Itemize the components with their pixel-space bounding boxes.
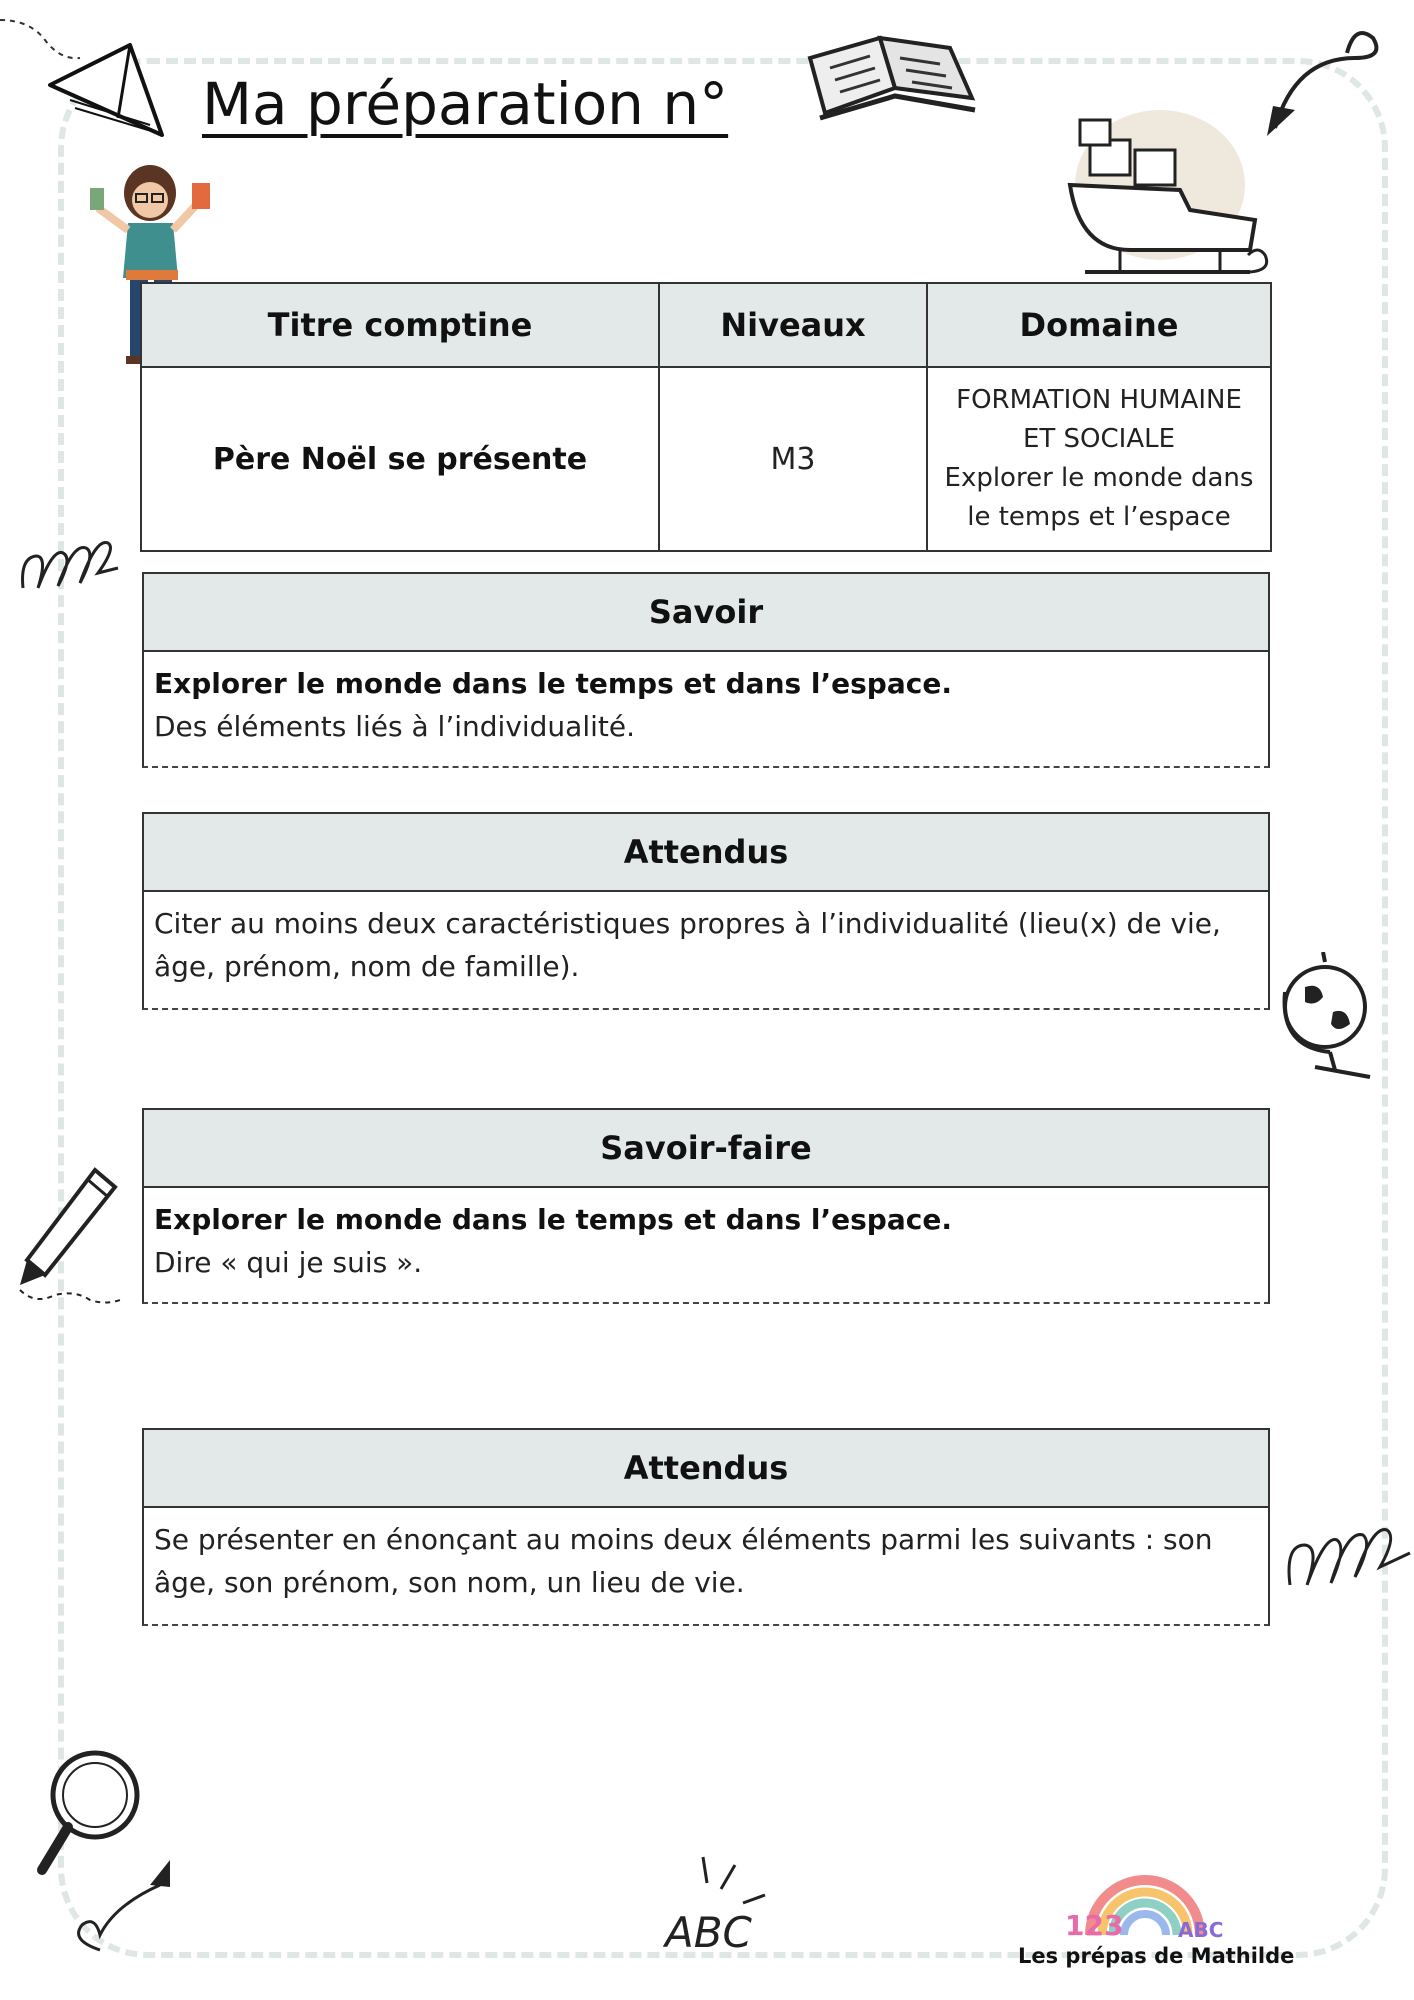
section-text: Dire « qui je suis ». [154,1246,423,1279]
section-body [142,652,1270,768]
domaine-line-1: FORMATION HUMAINE [956,385,1242,415]
section-bold-text: Explorer le monde dans le temps et dans l’espace. [154,667,952,700]
loop-scribble-icon [18,518,123,598]
loop-scribble-icon [1285,1505,1413,1595]
open-book-icon [800,18,985,128]
section-savoir-faire [142,1108,1270,1304]
domaine-line-4: le temps et l’espace [967,502,1231,532]
section-heading: Savoir-faire [142,1108,1270,1188]
section-body [142,1508,1270,1626]
logo-123: 123 [1065,1909,1124,1942]
section-attendus-1 [142,812,1270,1010]
abc-text: ABC [665,1908,752,1957]
abc-doodle [655,1855,775,1965]
header-titre: Titre comptine [141,283,659,367]
section-bold-text: Explorer le monde dans le temps et dans l’espace. [154,1203,952,1236]
brand-name: Les prépas de Mathilde [1018,1944,1295,1968]
rainbow-logo [1060,1855,1230,1945]
section-heading: Attendus [142,1428,1270,1508]
domaine-line-2: ET SOCIALE [1022,424,1176,454]
curved-arrow-icon [1255,18,1390,143]
section-text: Des éléments liés à l’individualité. [154,710,636,743]
header-niveaux: Niveaux [659,283,927,367]
section-heading: Savoir [142,572,1270,652]
domaine-line-3: Explorer le monde dans [944,463,1254,493]
logo-abc: ABC [1178,1918,1224,1942]
cell-titre: Père Noël se présente [141,367,659,551]
paper-plane-icon [0,0,180,150]
section-body [142,1188,1270,1304]
sleigh-icon [1060,100,1275,285]
section-text: Se présenter en énonçant au moins deux éléments parmi les suivants : son âge, son prénom, son nom, un lieu de vie. [154,1523,1213,1599]
globe-icon [1275,952,1385,1082]
section-savoir [142,572,1270,768]
section-attendus-2 [142,1428,1270,1626]
header-domaine: Domaine [927,283,1271,367]
cell-domaine [927,367,1271,551]
info-table [140,282,1272,552]
section-body [142,892,1270,1010]
section-text: Citer au moins deux caractéristiques propres à l’individualité (lieu(x) de vie, âge, prénom, nom de famille). [154,907,1221,983]
page-title: Ma préparation n° [202,70,729,138]
cell-niveau: M3 [659,367,927,551]
section-heading: Attendus [142,812,1270,892]
magnifier-icon [30,1735,180,1965]
pencil-icon [15,1165,125,1325]
